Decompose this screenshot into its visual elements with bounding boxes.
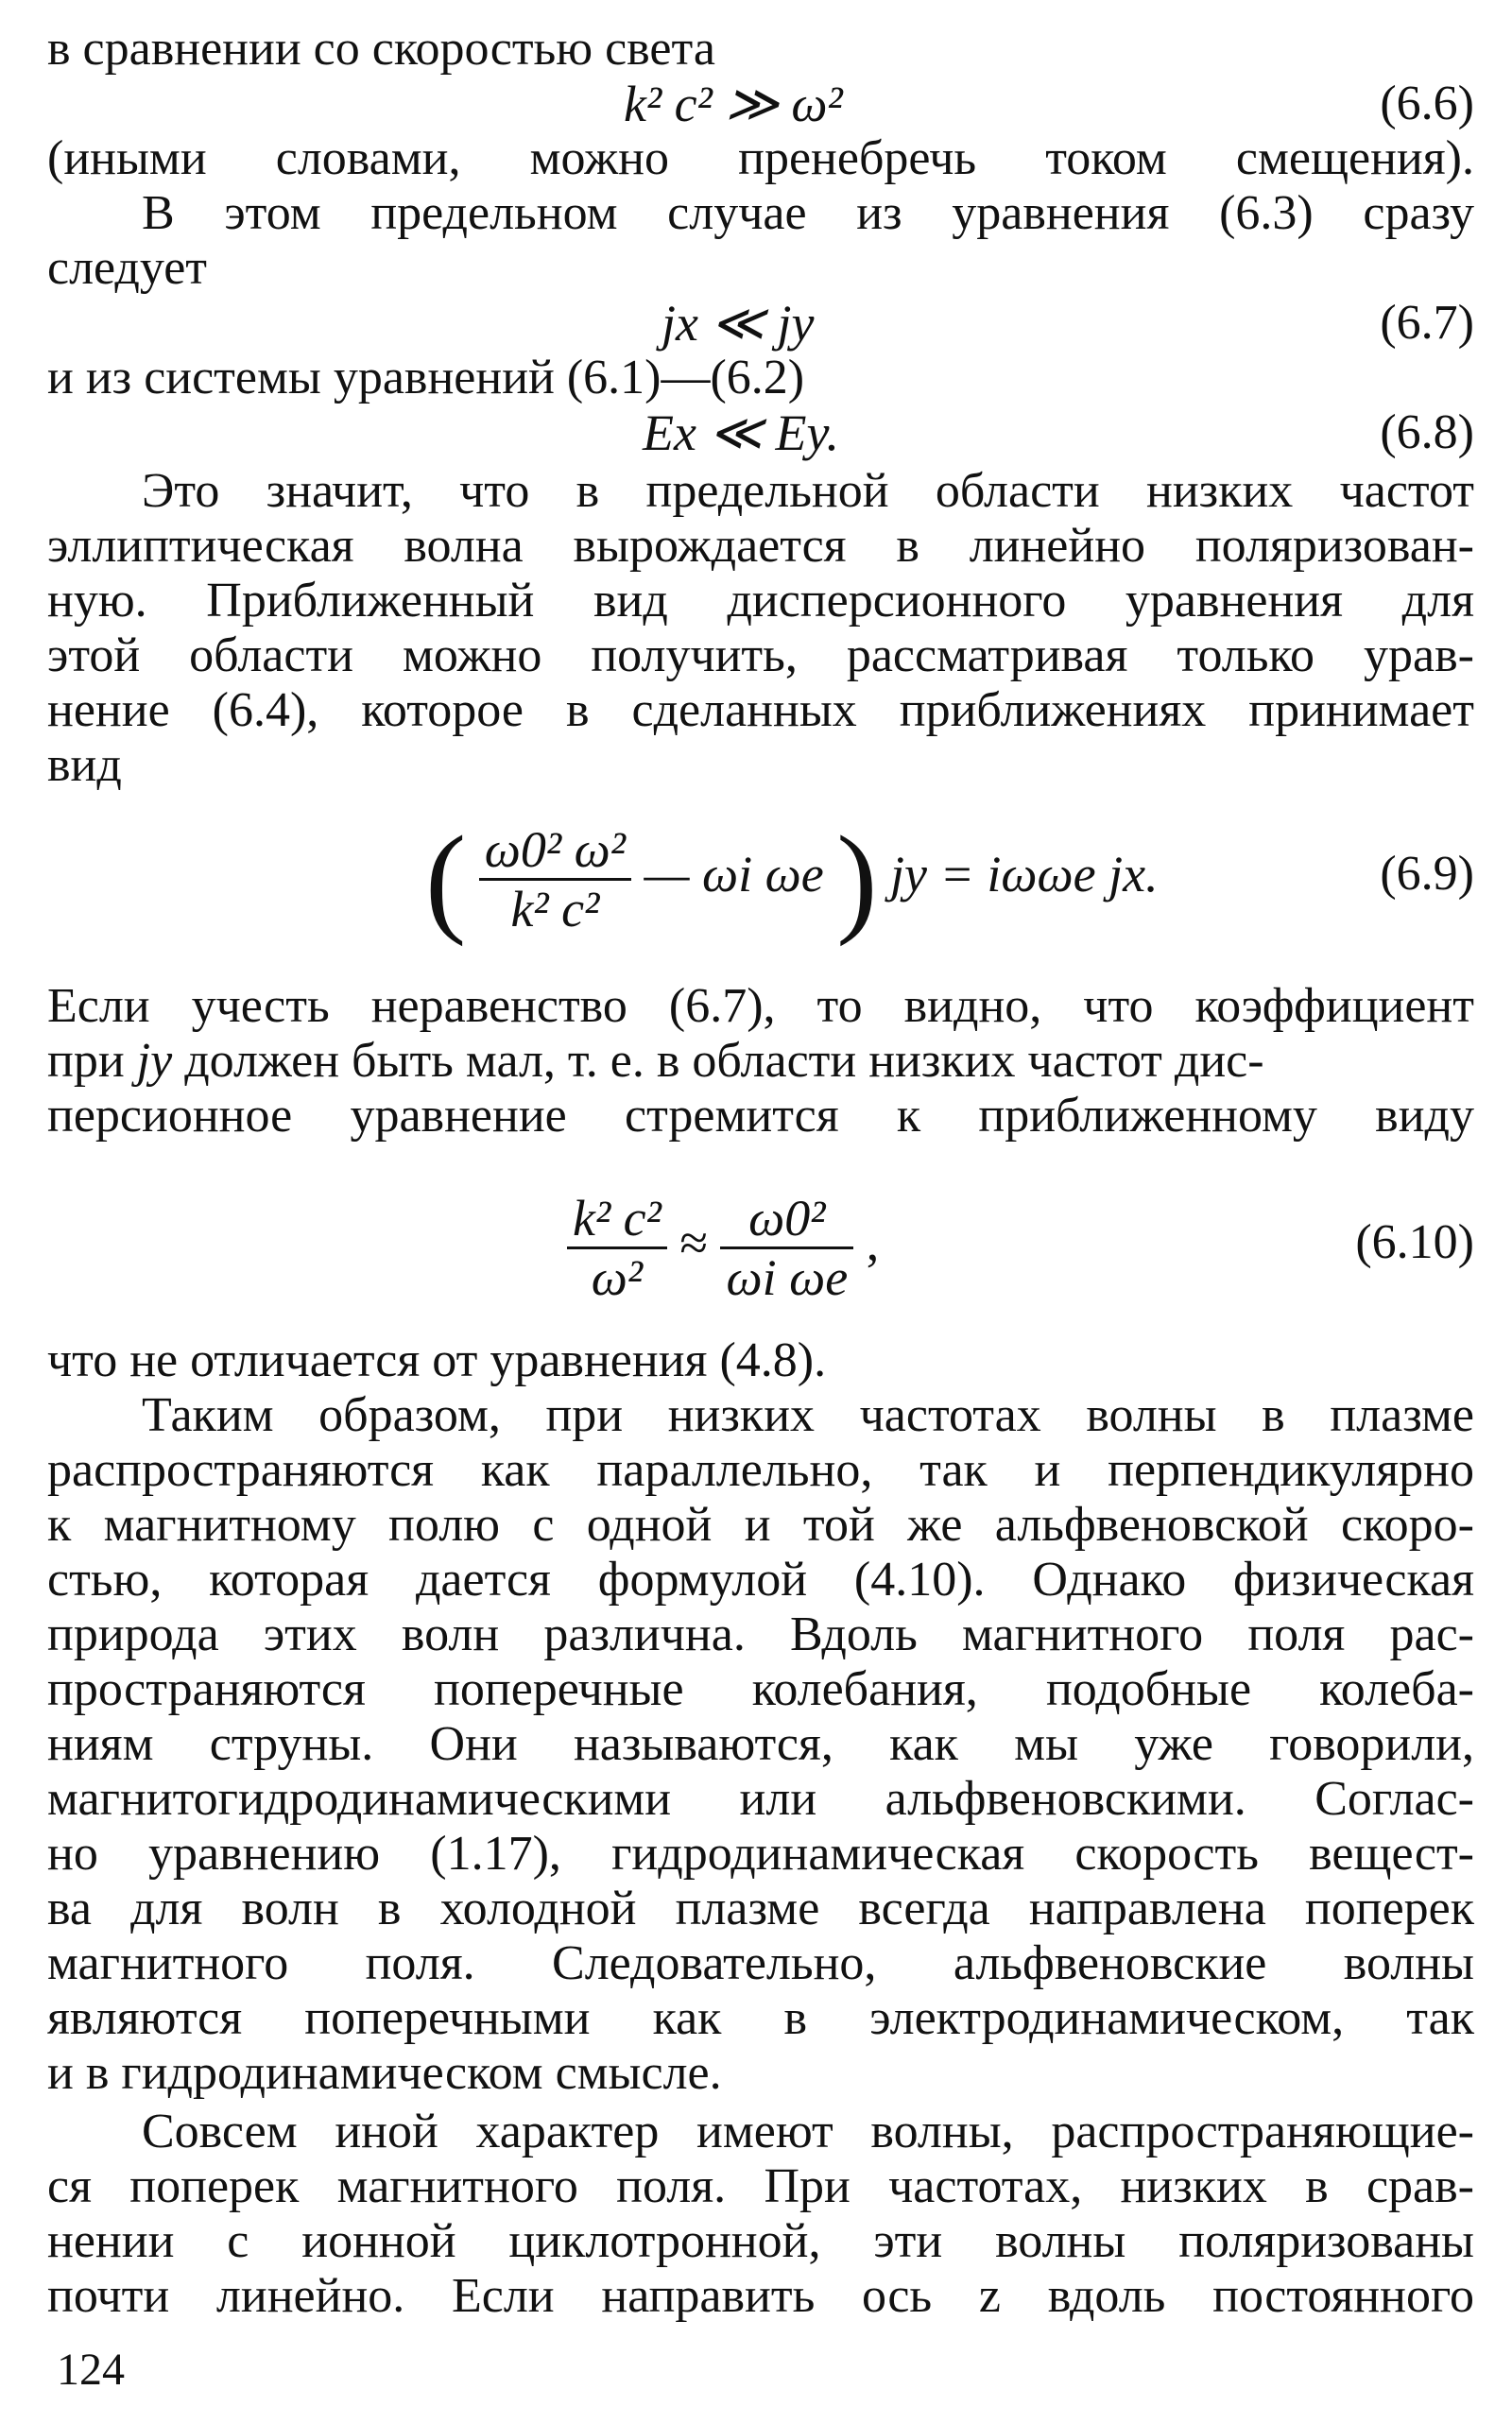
- equation-number: (6.9): [1380, 847, 1474, 901]
- text-line: нение (6.4), которое в сделанных приближениях принимает: [47, 683, 1474, 737]
- text-line: ва для волн в холодной плазме всегда направлена поперек: [47, 1882, 1474, 1935]
- text-line: являются поперечными как в электродинамическом, так: [47, 1991, 1474, 2045]
- fraction-denominator: k² c²: [510, 881, 600, 938]
- text-line: стью, которая дается формулой (4.10). Однако физическая: [47, 1553, 1474, 1607]
- equation-term: — ωi ωe: [644, 846, 824, 903]
- text-line: и в гидродинамическом смысле.: [47, 2046, 722, 2100]
- text-line: в сравнении со скоростью света: [47, 22, 715, 76]
- text-line: (иными словами, можно пренебречь током смещения).: [47, 131, 1474, 185]
- comma: ,: [866, 1214, 880, 1271]
- equation-6-8-text: Ex ≪ Ey.: [643, 404, 839, 461]
- right-paren: ): [836, 811, 878, 948]
- left-paren: (: [425, 811, 467, 948]
- fraction: [479, 821, 631, 937]
- text-line: природа этих волн различна. Вдоль магнитного поля рас-: [47, 1607, 1474, 1661]
- text-line: почти линейно. Если направить ось z вдоль постоянного: [47, 2269, 1474, 2323]
- inline-math: jy: [136, 1034, 173, 1088]
- equation-number: (6.7): [1380, 296, 1474, 350]
- text-line: этой области можно получить, рассматривая только урав-: [47, 628, 1474, 682]
- equation-6-8: [643, 404, 839, 461]
- equation-6-7-text: jx ≪ jy: [662, 295, 815, 352]
- text-line: магнитогидродинамическими или альфвеновскими. Соглас-: [47, 1772, 1474, 1826]
- equation-6-6-text: k² c² ≫ ω²: [624, 76, 843, 132]
- text-fragment: при: [47, 1034, 125, 1088]
- text-line: что не отличается от уравнения (4.8).: [47, 1333, 827, 1387]
- page-number: 124: [57, 2345, 125, 2395]
- equation-number: (6.6): [1380, 77, 1474, 130]
- text-line: к магнитному полю с одной и той же альфвеновской скоро-: [47, 1498, 1474, 1552]
- text-line: магнитного поля. Следовательно, альфвеновские волны: [47, 1936, 1474, 1990]
- text-line: вид: [47, 738, 122, 792]
- text-line: ную. Приближенный вид дисперсионного уравнения для: [47, 574, 1474, 627]
- text-line: эллиптическая волна вырождается в линейно поляризован-: [47, 519, 1474, 573]
- text-line: Это значит, что в предельной области низких частот: [142, 464, 1474, 518]
- equation-6-10: [567, 1172, 879, 1314]
- fraction: [567, 1190, 667, 1306]
- equation-number: (6.10): [1355, 1215, 1474, 1269]
- equation-6-7: [662, 295, 814, 352]
- text-line: и из системы уравнений (6.1)—(6.2): [47, 351, 805, 404]
- equation-6-6: [624, 76, 843, 132]
- text-line: персионное уравнение стремится к приближенному виду: [47, 1089, 1474, 1143]
- text-line: распространяются как параллельно, так и перпендикулярно: [47, 1443, 1474, 1497]
- approx-sign: ≈: [679, 1214, 708, 1271]
- fraction-numerator: ω0²: [720, 1190, 853, 1249]
- text-line: Таким образом, при низких частотах волны в плазме: [142, 1388, 1474, 1442]
- text-line: Если учесть неравенство (6.7), то видно, что коэффициент: [47, 979, 1474, 1033]
- fraction-numerator: k² c²: [567, 1190, 667, 1249]
- text-line: Совсем иной характер имеют волны, распространяющие-: [142, 2105, 1474, 2158]
- text-line: но уравнению (1.17), гидродинамическая скорость вещест-: [47, 1827, 1474, 1881]
- text-line: следует: [47, 241, 207, 295]
- text-line: ся поперек магнитного поля. При частотах, низких в срав-: [47, 2159, 1474, 2213]
- text-line: пространяются поперечные колебания, подобные колеба-: [47, 1662, 1474, 1716]
- text-line: В этом предельном случае из уравнения (6.3) сразу: [142, 186, 1474, 240]
- equation-rhs: jy = iωωe jx.: [889, 846, 1159, 903]
- equation-number: (6.8): [1380, 405, 1474, 459]
- text-line: ниям струны. Они называются, как мы уже говорили,: [47, 1717, 1474, 1771]
- text-line: [47, 1033, 1474, 1090]
- text-line: нении с ионной циклотронной, эти волны поляризованы: [47, 2214, 1474, 2268]
- text-fragment: должен быть мал, т. е. в области низких частот дис-: [184, 1034, 1264, 1088]
- equation-6-9: [425, 794, 1159, 954]
- fraction-denominator: ωi ωe: [726, 1249, 849, 1307]
- fraction: [720, 1190, 853, 1306]
- fraction-numerator: ω0² ω²: [479, 821, 631, 881]
- fraction-denominator: ω²: [591, 1249, 644, 1307]
